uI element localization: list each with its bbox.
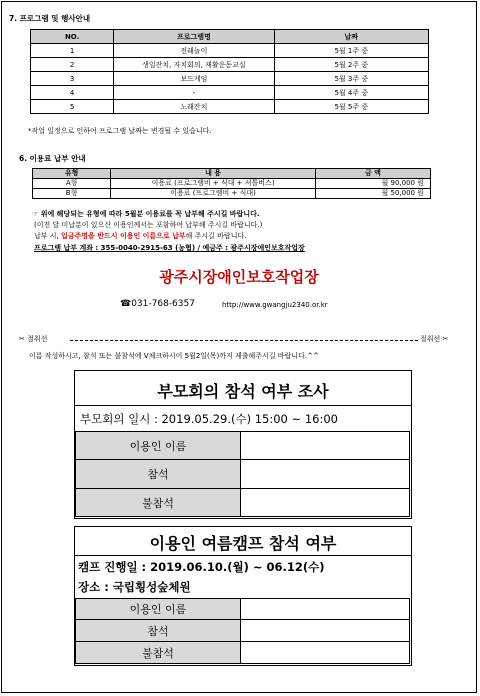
program-table [30,29,429,114]
fee-notice-3-prefix: 납부 시, [34,232,61,240]
fee-notice-2: (이전 달 미납분이 있으신 이용인께서는 포함하여 납부해 주시길 바랍니다.) [34,221,263,229]
divider [75,405,411,406]
cell-amount: 월 90,000 원 [315,179,430,189]
section7-title: 7. 프로그램 및 행사안내 [9,14,91,23]
cell-content: 이용료 (프로그램비 + 식대) [111,189,316,199]
cut-line-left-label: ✂ 절취선 [19,335,48,343]
cell-program: 전래놀이 [114,44,274,58]
table-row [33,179,431,189]
user-name-label: 이용인 이름 [76,432,241,460]
org-url[interactable]: http://www.gwangju2340.or.kr [222,301,328,309]
cell-no: 2 [31,58,114,72]
cell-program: 노래잔치 [114,100,274,114]
form-row [76,620,410,642]
cell-content: 이용료 (프로그램비 + 식대 + 셔틀버스) [111,179,316,189]
cell-amount: 월 50,000 원 [315,189,430,199]
col-header-program: 프로그램명 [114,30,274,44]
table-row [31,44,429,58]
org-phone: ☎031-768-6357 [120,299,195,309]
table-header-row [31,30,429,44]
cell-date: 5월 4주 중 [274,86,428,100]
col-header-type: 유형 [33,169,111,179]
cell-program: 생일잔치, 자치회의, 재활운동교실 [114,58,274,72]
form-row [76,489,410,517]
org-name: 광주시장애인보호작업장 [159,268,319,286]
section6-title: 6. 이용료 납부 안내 [19,154,86,163]
cell-date: 5월 1주 중 [274,44,428,58]
col-header-content: 내 용 [111,169,316,179]
table-row [31,72,429,86]
summer-camp-title: 이용인 여름캠프 참석 여부 [149,534,337,553]
cell-no: 5 [31,100,114,114]
cell-no: 3 [31,72,114,86]
table-row [31,58,429,72]
fee-notice-3-suffix: 해 주시길 바랍니다. [185,232,247,240]
col-header-date: 날짜 [274,30,428,44]
fee-notice-3 [34,231,246,241]
attend-check-field[interactable] [241,460,410,489]
user-name-field[interactable] [241,432,410,460]
parents-meeting-date: 부모회의 일시 : 2019.05.29.(수) 15:00 ~ 16:00 [80,412,338,426]
document-page [1,1,477,693]
attend-label: 참석 [76,620,241,642]
cell-no: 4 [31,86,114,100]
summer-camp-form [75,598,410,664]
summer-camp-box [74,526,412,666]
form-row [76,599,410,620]
attend-label: 참석 [76,460,241,489]
fee-notice-3-warning: 입금주명을 반드시 이용인 이름으로 납부 [60,232,186,240]
col-header-no: NO. [31,30,114,44]
submit-instruction: 이름 작성하시고, 참석 또는 불참석에 V체크하시어 5월2일(목)까지 제출해주시길 바랍니다.^^ [29,352,319,360]
form-row [76,432,410,460]
divider [75,555,411,556]
fee-notice-1: ☞ 위에 해당되는 유형에 따라 5월분 이용료를 꼭 납부해 주시길 바랍니다. [32,210,260,218]
table-row [31,86,429,100]
form-row [76,460,410,489]
cell-no: 1 [31,44,114,58]
parents-meeting-title: 부모회의 참석 여부 조사 [157,382,329,401]
fee-table [32,168,431,199]
table-row [31,100,429,114]
attend-check-field[interactable] [241,620,410,642]
cut-line-right-label: 절취선 ✂ [420,335,449,343]
cut-line [70,340,418,341]
absent-check-field[interactable] [241,489,410,517]
cell-date: 5월 2주 중 [274,58,428,72]
absent-label: 불참석 [76,489,241,517]
absent-check-field[interactable] [241,642,410,664]
cell-type: A형 [33,179,111,189]
user-name-label: 이용인 이름 [76,599,241,620]
parents-meeting-form [75,431,410,517]
camp-place: 장소 : 국립횡성숲체원 [78,580,191,594]
absent-label: 불참석 [76,642,241,664]
camp-date: 캠프 진행일 : 2019.06.10.(월) ~ 06.12(수) [78,560,325,574]
table-header-row [33,169,431,179]
table-row [33,189,431,199]
account-info: 프로그램 납부 계좌 : 355-0040-2915-63 (농협) / 예금주 : 광주시장애인보호작업장 [34,244,305,252]
cell-date: 5월 3주 중 [274,72,428,86]
col-header-amount: 금 액 [315,169,430,179]
schedule-note: *작업 일정으로 인하여 프로그램 날짜는 변경될 수 있습니다. [28,127,212,135]
form-row [76,642,410,664]
cell-date: 5월 5주 중 [274,100,428,114]
cell-program: - [114,86,274,100]
cell-type: B형 [33,189,111,199]
parents-meeting-box [74,370,412,519]
cell-program: 보드게임 [114,72,274,86]
user-name-field[interactable] [241,599,410,620]
